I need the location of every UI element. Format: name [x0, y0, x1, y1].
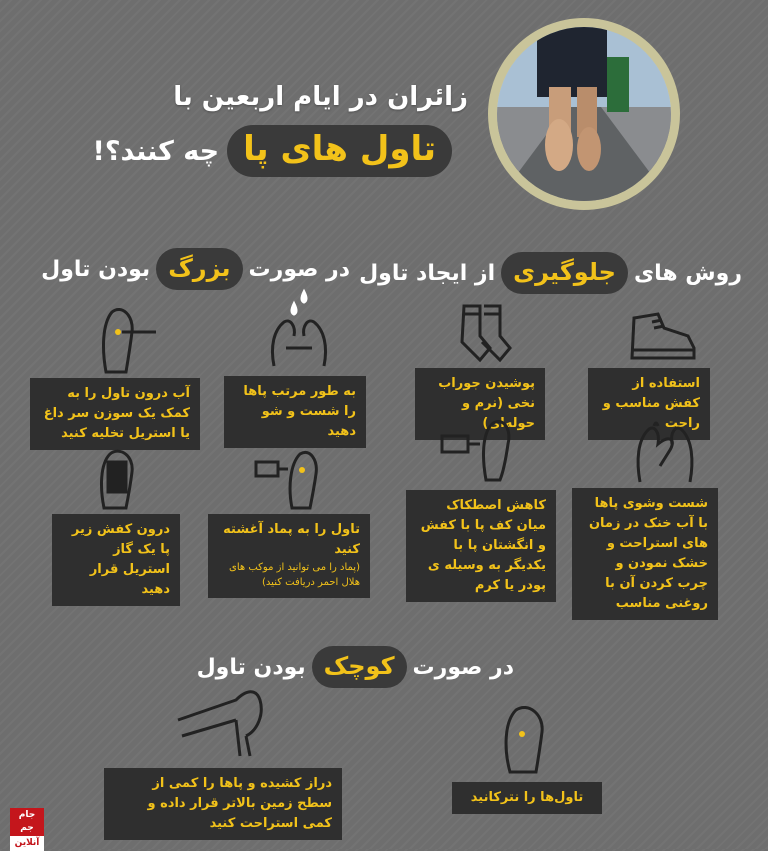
logo-line-1: جام جم	[10, 808, 44, 836]
ointment-foot-icon	[254, 450, 322, 510]
prevention-prefix: روش های	[633, 260, 742, 286]
socks-icon	[456, 302, 516, 364]
raised-legs-icon	[176, 680, 268, 760]
shoe-icon	[628, 308, 698, 363]
washing-feet-icon	[630, 420, 700, 486]
foot-blister-icon	[500, 704, 556, 776]
small-raise-legs-label: دراز کشیده و پاها را کمی از سطح زمین بالاتر قرار داده و کمی استراحت کنید	[104, 768, 342, 840]
pilgrim-feet-photo	[497, 27, 671, 201]
big-suffix: بودن تاول	[41, 256, 151, 282]
big-highlight: بزرگ	[156, 248, 242, 290]
foot-cream-icon	[440, 418, 516, 484]
title-line-1: زائران در ایام اربعین با	[173, 82, 468, 112]
big-ointment-text: تاول را به پماد آغشته کنید	[223, 522, 360, 557]
title-suffix: چه کنند؟!	[92, 135, 220, 167]
section-prevention-title	[359, 252, 742, 294]
prevention-washing-label: شست وشوی پاها با آب خنک در زمان های استراحت و خشک نمودن و چرب کردن آن با روغنی مناسب	[572, 488, 718, 620]
big-prefix: در صورت	[248, 256, 350, 282]
title-highlight: تاول های پا	[227, 125, 452, 177]
washing-hands-icon	[266, 288, 332, 370]
small-no-burst-label: تاول‌ها را نترکانید	[452, 782, 602, 814]
prevention-socks-label: پوشیدن جوراب نخی (نرم و حوله‌ای)	[415, 368, 545, 440]
big-washing-label: به طور مرتب پاها را شست و شو دهید	[224, 376, 366, 448]
prevention-cream-label: کاهش اصطکاک میان کف پا با کفش و انگشتان پا با یکدیگر به وسیله ی پودر یا کرم	[406, 490, 556, 602]
big-ointment-note: (پماد را می توانید از موکب های هلال احمر دریافت کنید)	[229, 562, 360, 588]
header-photo	[488, 18, 680, 210]
section-big-title	[41, 248, 350, 290]
small-highlight: کوچک	[312, 646, 407, 688]
big-ointment-label	[208, 514, 370, 598]
small-suffix: بودن تاول	[196, 654, 306, 680]
title-line-2	[93, 125, 452, 177]
jamejam-logo	[10, 808, 44, 848]
prevention-shoe-label: استفاده از کفش مناسب و راحت	[588, 368, 710, 440]
foot-needle-icon	[96, 306, 160, 376]
big-needle-label: آب درون تاول را به کمک یک سوزن سر داغ یا استریل تخلیه کنید	[30, 378, 200, 450]
big-gauze-label: درون کفش زیر پا یک گاز استریل قرار دهید	[52, 514, 180, 606]
small-prefix: در صورت	[412, 654, 514, 680]
prevention-highlight: جلوگیری	[501, 252, 628, 294]
logo-line-2: آنلاین	[10, 836, 44, 851]
gauze-foot-icon	[98, 448, 138, 512]
prevention-suffix: از ایجاد تاول	[359, 260, 496, 286]
